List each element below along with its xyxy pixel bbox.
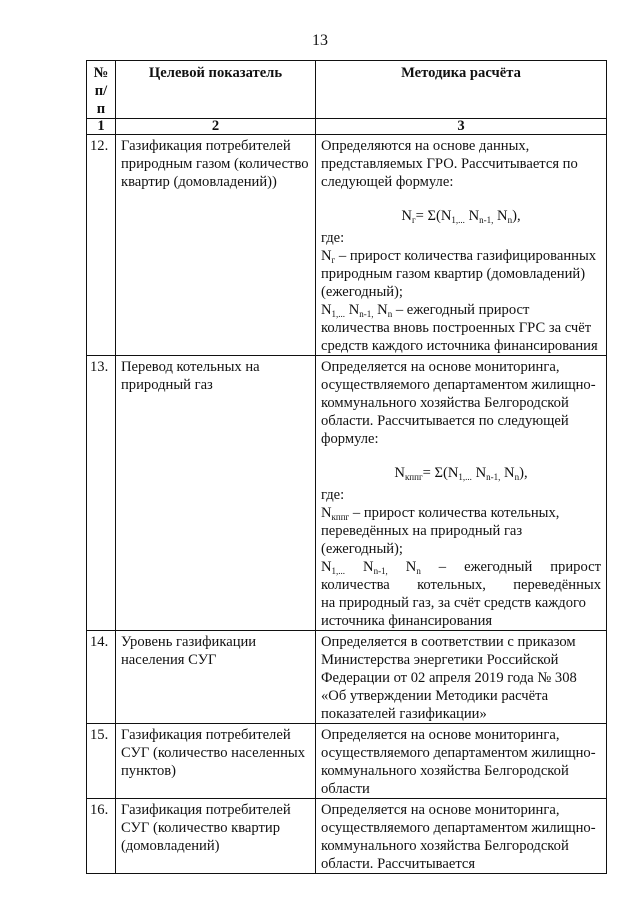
method-cell: Определяется на основе мониторинга, осуществляемого департаментом жилищно-коммунального хозяйства Белгородской области xyxy=(316,724,607,799)
table-row xyxy=(87,356,607,631)
formula: $N_{кппг}= \Sigma(N_{1,...}$ $N_{n-1,}$ $N_n$), xyxy=(394,465,528,482)
row-number: 16. xyxy=(87,799,116,874)
table-row xyxy=(87,135,607,356)
definition: $N_{кппг}$ – прирост количества котельных, переведённых на природный газ (ежегодный); xyxy=(321,505,560,557)
row-number: 13. xyxy=(87,356,116,631)
definition-continued: на природный газ, за счёт средств каждого источника финансирования xyxy=(321,595,586,629)
column-number: 2 xyxy=(116,119,316,135)
where-label: где: xyxy=(321,487,345,503)
indicator-cell: Газификация потребителей СУГ (количество квартир (домовладений) xyxy=(116,799,316,874)
definition-continued: количества котельных, переведённых xyxy=(321,577,601,593)
row-number: 15. xyxy=(87,724,116,799)
table-header-row xyxy=(87,61,607,119)
definition: $N_{1,...}$ $N_{n-1,}$ $N_n$ – ежегодный прирост xyxy=(321,559,601,576)
header-indicator: Целевой показатель xyxy=(116,61,316,119)
method-cell xyxy=(316,135,607,356)
indicator-cell: Уровень газификации населения СУГ xyxy=(116,631,316,724)
table-row xyxy=(87,799,607,874)
row-number: 14. xyxy=(87,631,116,724)
formula: $N_г= \Sigma(N_{1,...}$ $N_{n-1,}$ $N_n$), xyxy=(401,208,521,225)
header-method: Методика расчёта xyxy=(316,61,607,119)
method-intro: Определяется на основе мониторинга, осуществляемого департаментом жилищно-коммунального хозяйства Белгородской области. Рассчитывается по следующей формуле: xyxy=(321,359,596,447)
header-num: № п/п xyxy=(87,61,116,119)
method-cell: Определяется на основе мониторинга, осуществляемого департаментом жилищно-коммунального хозяйства Белгородской области. Рассчитывается xyxy=(316,799,607,874)
column-number-row xyxy=(87,119,607,135)
method-intro: Определяются на основе данных, представляемых ГРО. Рассчитывается по следующей формуле: xyxy=(321,138,578,190)
column-number: 3 xyxy=(316,119,607,135)
table-row xyxy=(87,724,607,799)
indicator-table xyxy=(86,60,607,874)
where-label: где: xyxy=(321,230,345,246)
method-cell xyxy=(316,356,607,631)
definition: $N_{1,...}$ $N_{n-1,}$ $N_n$ – ежегодный прирост количества вновь построенных ГРС за счёт средств каждого источника финансирования xyxy=(321,302,598,354)
row-number: 12. xyxy=(87,135,116,356)
method-cell: Определяется в соответствии с приказом Министерства энергетики Российской Федерации от 02 апреля 2019 года № 308 «Об утверждении Методики расчёта показателей газификации» xyxy=(316,631,607,724)
indicator-cell: Газификация потребителей СУГ (количество населенных пунктов) xyxy=(116,724,316,799)
indicator-cell: Газификация потребителей природным газом (количество квартир (домовладений)) xyxy=(116,135,316,356)
table-row xyxy=(87,631,607,724)
page-number: 13 xyxy=(312,32,328,49)
column-number: 1 xyxy=(87,119,116,135)
indicator-cell: Перевод котельных на природный газ xyxy=(116,356,316,631)
definition: $N_г$ – прирост количества газифицированных природным газом квартир (домовладений) (ежегодный); xyxy=(321,248,597,300)
